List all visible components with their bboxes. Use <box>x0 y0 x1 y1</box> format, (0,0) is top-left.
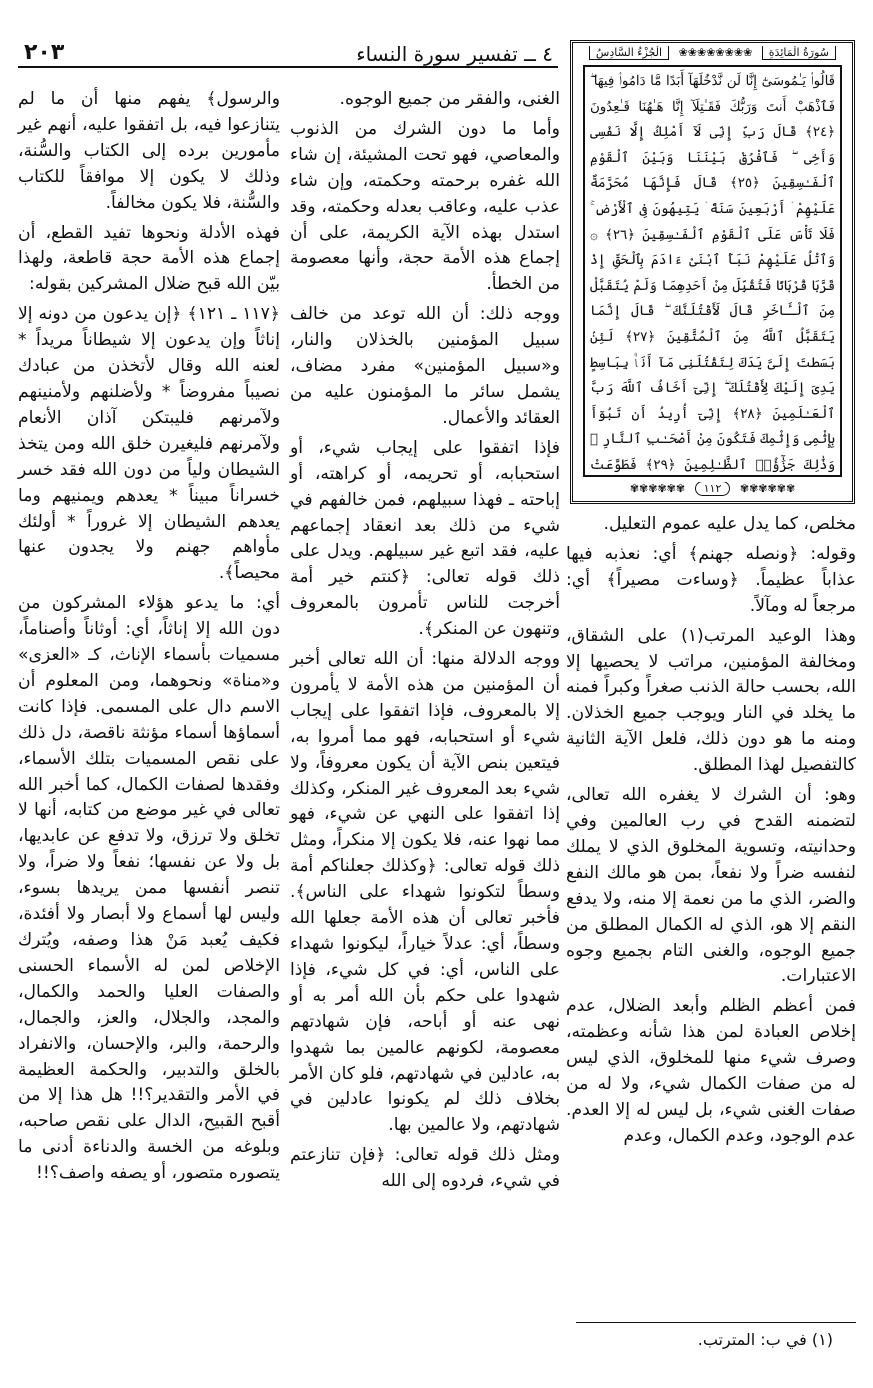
ornament-icon: ✾✾✾✾✾✾ <box>629 482 686 495</box>
page-number: ٢٠٣ <box>24 40 65 65</box>
paragraph: وقوله: ﴿ونصله جهنم﴾ أي: نعذبه فيها عذاباً عظيماً. ﴿وساءت مصيراً﴾ أي: مرجعاً له ومآلاً. <box>566 543 856 616</box>
quran-box <box>570 40 855 504</box>
ornament-icon: ✾✾✾✾✾✾ <box>739 482 796 495</box>
footnote-rule <box>576 1322 856 1323</box>
column-middle <box>290 87 560 1199</box>
paragraph: وأما ما دون الشرك من الذنوب والمعاصي، فهو تحت المشيئة، إن شاء الله غفره برحمته وحكمته، وإن شاء عذب عليه، وعاقب بعدله وحكمته، وقد استدل بهذه الآية الكريمة، على أن إجماع هذه الأمة حجة، وأنها معصومة من الخطأ. <box>290 118 560 295</box>
quran-text: قَالُوا۟ يَـٰمُوسَىٰٓ إِنَّا لَن نَّدْخُلَهَآ أَبَدًا مَّا دَامُوا۟ فِيهَا ۖ فَٱذْهَبْ أَنتَ وَرَبُّكَ فَقَـٰتِلَآ إِنَّا هَـٰهُنَا قَـٰعِدُونَ ﴿٢٤﴾ قَالَ رَبِّ إِنِّى لَآ أَمْلِكُ إِلَّا نَفْسِى وَأَخِى ۖ فَٱفْرُقْ بَيْنَنَا وَبَيْنَ ٱلْقَوْمِ ٱلْفَـٰسِقِينَ ﴿٢٥﴾ قَالَ فَإِنَّهَا مُحَرَّمَةٌ عَلَيْهِمْ ۛ أَرْبَعِينَ سَنَةً ۛ يَتِيهُونَ فِى ٱلْأَرْضِ ۚ فَلَا تَأْسَ عَلَى ٱلْقَوْمِ ٱلْفَـٰسِقِينَ ﴿٢٦﴾ ۞ وَٱتْلُ عَلَيْهِمْ نَبَأَ ٱبْنَىْ ءَادَمَ بِٱلْحَقِّ إِذْ قَرَّبَا قُرْبَانًا فَتُقُبِّلَ مِنْ أَحَدِهِمَا وَلَمْ يُتَقَبَّلْ مِنَ ٱلْـَٔاخَرِ قَالَ لَأَقْتُلَنَّكَ ۖ قَالَ إِنَّمَا يَتَقَبَّلُ ٱللَّهُ مِنَ ٱلْمُتَّقِينَ ﴿٢٧﴾ لَئِنۢ بَسَطتَ إِلَىَّ يَدَكَ لِتَقْتُلَنِى مَآ أَنَا۠ بِبَاسِطٍ يَدِىَ إِلَيْكَ لِأَقْتُلَكَ ۖ إِنِّىٓ أَخَافُ ٱللَّهَ رَبَّ ٱلْعَـٰلَمِينَ ﴿٢٨﴾ إِنِّىٓ أُرِيدُ أَن تَبُوٓأَ بِإِثْمِى وَإِثْمِكَ فَتَكُونَ مِنْ أَصْحَـٰبِ ٱلنَّارِ ۚ وَذَٰلِكَ جَزَٰٓؤُا۟ ٱلظَّـٰلِمِينَ ﴿٢٩﴾ فَطَوَّعَتْ <box>583 65 842 477</box>
footnote: (١) في ب: المترتب. <box>697 1330 833 1349</box>
paragraph: أي: ما يدعو هؤلاء المشركون من دون الله إلا إناثاً، أي: أوثاناً وأصناماً، مسميات بأسماء الإناث، كـ «العزى» و«مناة» ونحوهما، ومن المعلوم أن الاسم دال على المسمى. فإذا كانت أسماؤها أسماء مؤنثة ناقصة، دل ذلك على نقص المسميات بتلك الأسماء، وفقدها لصفات الكمال، كما أخبر الله تعالى في غير موضع من كتابه، أنها لا تخلق ولا ترزق، ولا تدفع عن عابديها، بل ولا عن نفسها؛ نفعاً ولا ضراً، ولا تنصر أنفسها ممن يريدها بسوء، وليس لها أسماع ولا أبصار ولا أفئدة، فكيف يُعبد مَنْ هذا وصفه، ويُترك الإخلاص لمن له الأسماء الحسنى والصفات العليا والحمد والكمال، والمجد، والجلال، والعز، والجمال، والرحمة، والبر، والإحسان، والانفراد بالخلق والتدبير، والحكمة العظيمة في الأمر والتقدير؟!! هل هذا إلا من أقبح القبيح، الدال على نقص صاحبه، وبلوغه من الخسة والدناءة أدنى ما يتصوره متصور، أو يصفه واصف؟!! <box>18 593 280 1184</box>
column-right <box>566 512 856 1154</box>
ornament-icon: ❀❀❀❀❀❀❀❀ <box>678 46 753 59</box>
juz-label: الْجُزْءُ السَّادِسُ <box>589 46 669 60</box>
paragraph: الغنى، والفقر من جميع الوجوه. <box>339 89 560 109</box>
paragraph: مخلص، كما يدل عليه عموم التعليل. <box>603 514 856 534</box>
paragraph: وهو: أن الشرك لا يغفره الله تعالى، لتضمنه القدح في رب العالمين وفي وحدانيته، وتسوية المخلوق الذي لا يملك لنفسه ضراً ولا نفعاً، بمن هو مالك النفع والضر، الذي ما من نعمة إلا منه، ولا يدفع النقم إلا هو، الذي له الكمال المطلق من جميع الوجوه، والغنى التام بجميع وجوه الاعتبارات. <box>566 785 856 987</box>
paragraph: وهذا الوعيد المرتب(١) على الشقاق، ومخالفة المؤمنين، مراتب لا يحصيها إلا الله، بحسب حالة الذنب صغراً وكبراً فمنه ما يخلد في النار ويوجب جميع الخذلان. ومنه ما هو دون ذلك، فلعل الآية الثانية كالتفصيل لهذا المطلق. <box>566 625 856 776</box>
paragraph: ووجه ذلك: أن الله توعد من خالف سبيل المؤمنين بالخذلان والنار، و«سبيل المؤمنين» مفرد مضاف، يشمل سائر ما المؤمنون عليه من العقائد والأعمال. <box>290 304 560 428</box>
surah-label: سُورَةُ الْمَائِدَةِ <box>762 46 836 60</box>
paragraph: فمن أعظم الظلم وأبعد الضلال، عدم إخلاص العبادة لمن هذا شأنه وعظمته، وصرف شيء منها للمخلوق، الذي ليس له من صفات الكمال شيء، ولا له من صفات الغنى شيء، بل ليس له إلا العدم. عدم الوجود، وعدم الكمال، وعدم <box>566 996 856 1146</box>
mushaf-page-badge: ١١٢ <box>695 482 731 496</box>
running-head: ٤ ــ تفسير سورة النساء <box>356 42 553 66</box>
paragraph: ووجه الدلالة منها: أن الله تعالى أخبر أن المؤمنين من هذه الأمة لا يأمرون إلا بالمعروف، فإذا اتفقوا على إيجاب شيء أو استحبابه، فهو مما أمروا به، فيتعين بنص الآية أن يكون معروفاً، ولا شيء بعد المعروف غير المنكر، وكذلك إذا اتفقوا على النهي عن شيء، فهو مما نهوا عنه، فلا يكون إلا منكراً، ومثل ذلك قوله تعالى: ﴿وكذلك جعلناكم أمة وسطاً لتكونوا شهداء على الناس﴾. فأخبر تعالى أن هذه الأمة جعلها الله وسطاً، أي: عدلاً خياراً، ليكونوا شهداء على الناس، أي: في كل شيء، فإذا شهدوا على حكم بأن الله أمر به أو نهى عنه أو أباحه، فإن شهادتهم معصومة، لكونهم عالمين بما شهدوا به، عادلين في شهادتهم، فلو كان الأمر بخلاف ذلك لم يكونوا عادلين في شهادتهم، ولا عالمين بها. <box>290 649 560 1136</box>
paragraph: والرسول﴾ يفهم منها أن ما لم يتنازعوا فيه، بل اتفقوا عليه، أنهم غير مأمورين برده إلى الكتاب والسُّنة، وذلك لا يكون إلا موافقاً للكتاب والسُّنة، فلا يكون مخالفاً. <box>18 89 280 213</box>
paragraph: ومثل ذلك قوله تعالى: ﴿فإن تنازعتم في شيء، فردوه إلى الله <box>290 1145 560 1192</box>
paragraph: فإذا اتفقوا على إيجاب شيء، أو استحبابه، أو تحريمه، أو كراهته، أو إباحته ـ فهذا سبيلهم، فمن خالفهم في شيء من ذلك بعد انعقاد إجماعهم عليه، فقد اتبع غير سبيلهم. ويدل على ذلك قوله تعالى: ﴿كنتم خير أمة أخرجت للناس تأمرون بالمعروف وتنهون عن المنكر﴾. <box>290 437 560 640</box>
quran-box-top-ornament <box>583 46 842 60</box>
quran-box-bottom-ornament <box>583 482 842 498</box>
column-left <box>18 87 280 1191</box>
paragraph: ﴿١١٧ ـ ١٢١﴾ ﴿إن يدعون من دونه إلا إناثاً وإن يدعون إلا شيطاناً مريداً * لعنه الله وقال لأتخذن من عبادك نصيباً مفروضاً * ولأضلنهم ولأمنينهم ولآمرنهم فليبتكن آذان الأنعام ولآمرنهم فليغيرن خلق الله ومن يتخذ الشيطان ولياً من دون الله فقد خسر خسراناً مبيناً * يعدهم ويمنيهم وما يعدهم الشيطان إلا غروراً * أولئك مأواهم جهنم ولا يجدون عنها محيصاً﴾. <box>18 304 280 584</box>
paragraph: فهذه الأدلة ونحوها تفيد القطع، أن إجماع هذه الأمة حجة قاطعة، ولهذا بيّن الله قبح ضلال المشركين بقوله: <box>18 222 280 295</box>
header-rule <box>18 66 558 68</box>
